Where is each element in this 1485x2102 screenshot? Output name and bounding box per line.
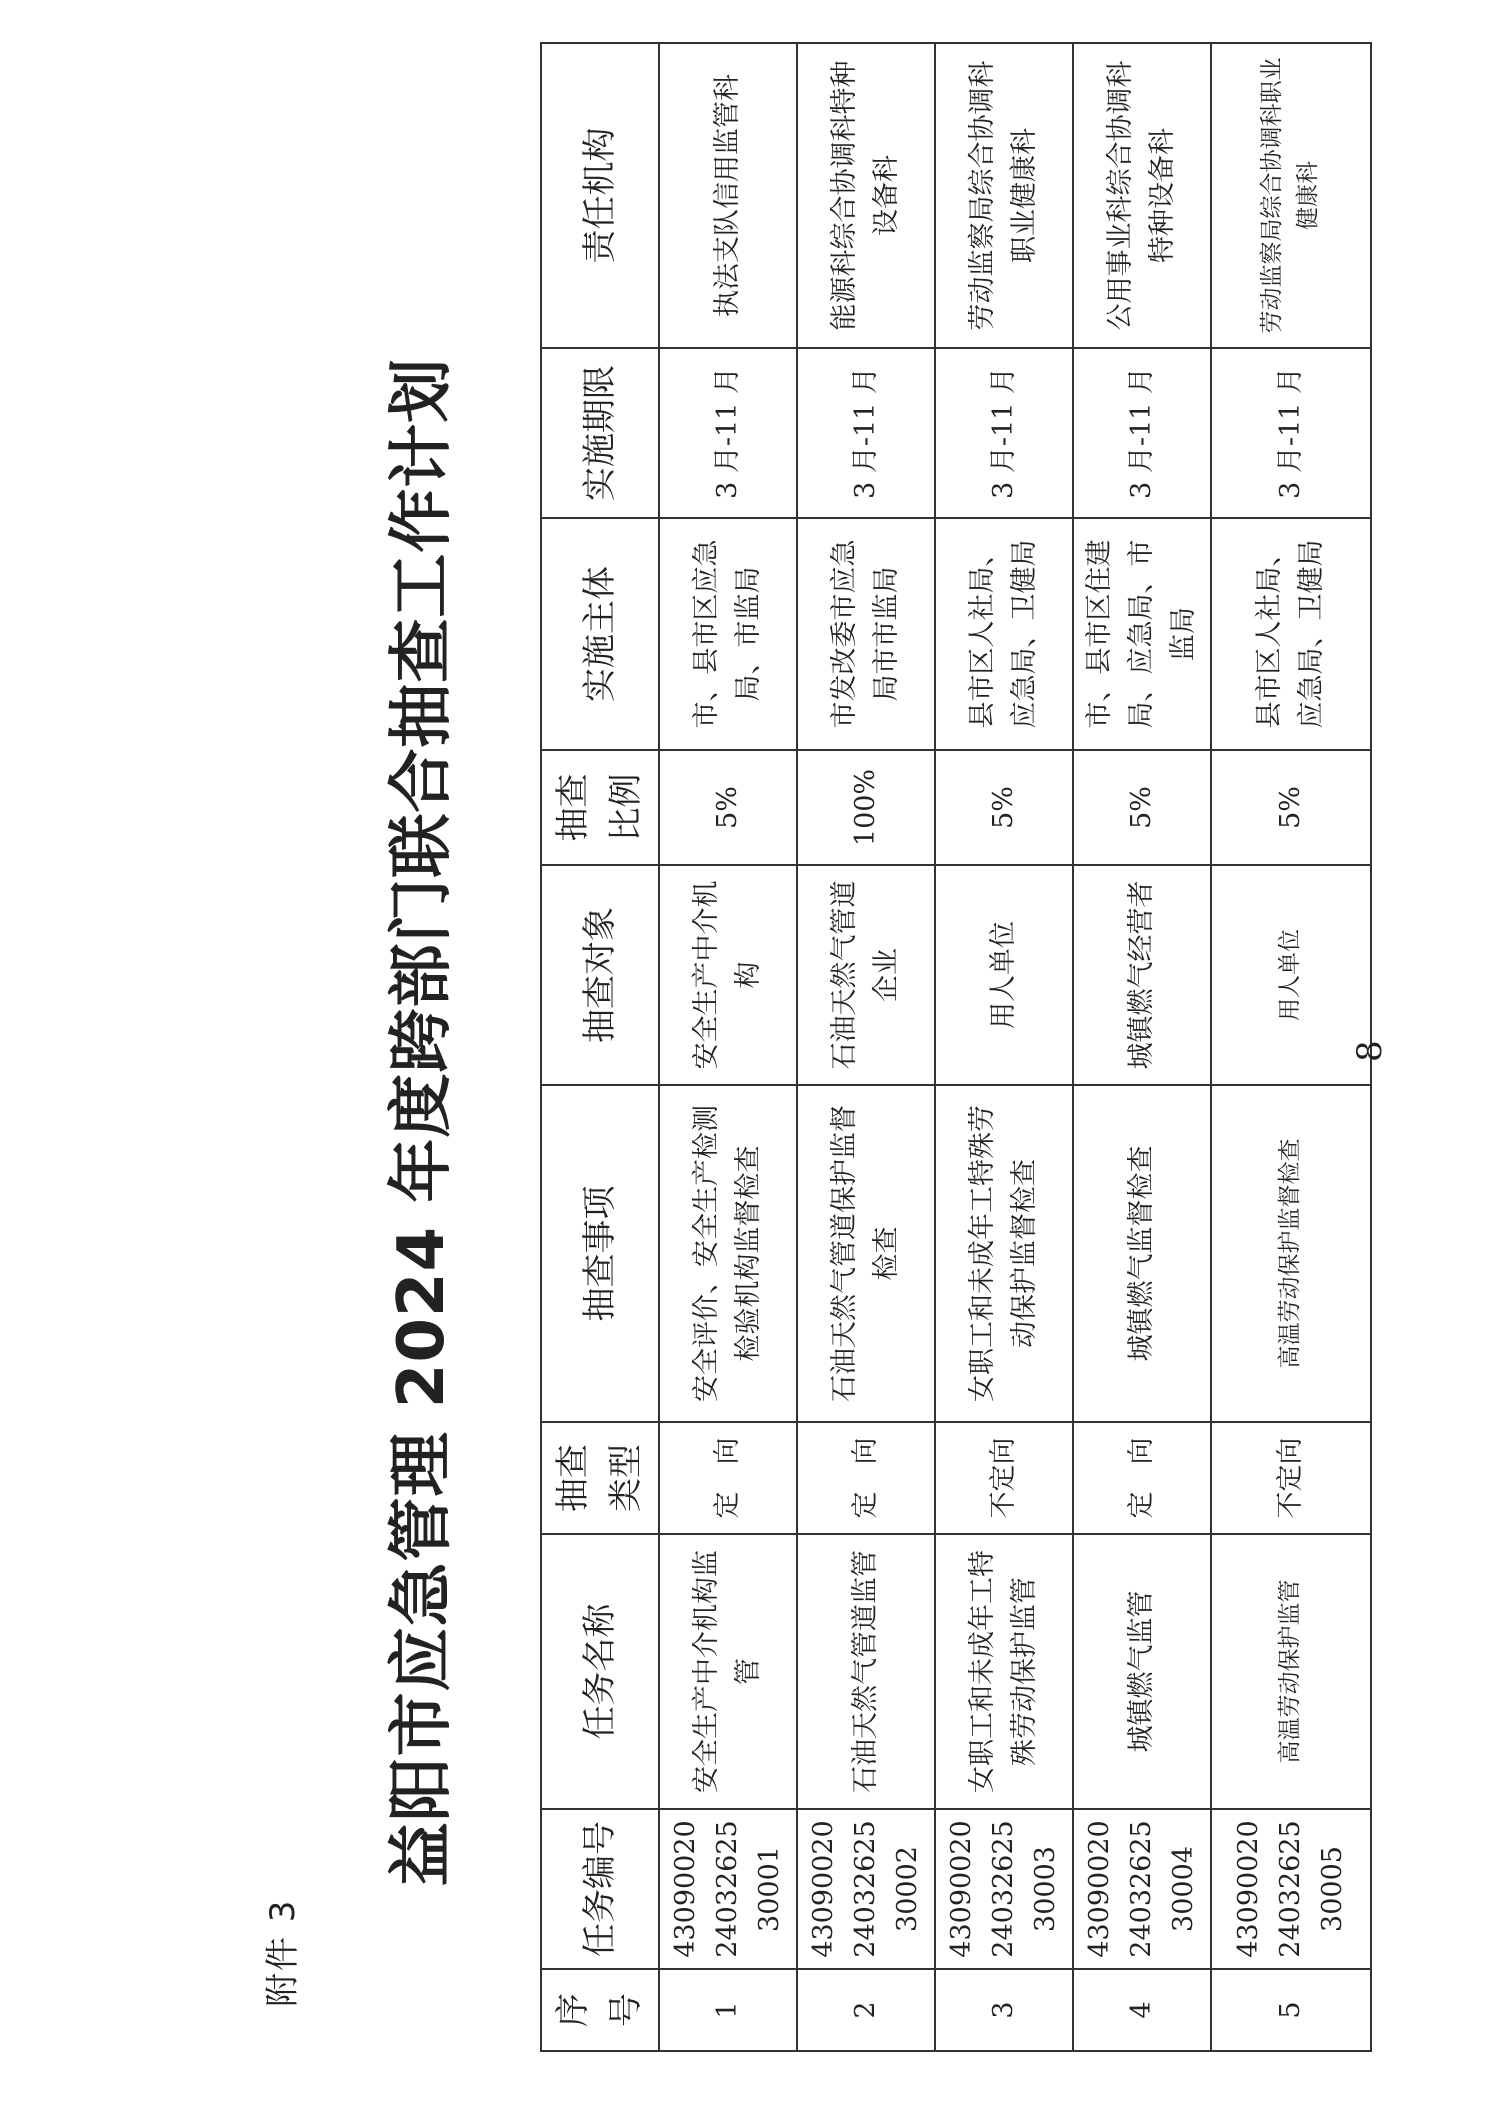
cell-name: 高温劳动保护监管 [1211, 1534, 1371, 1809]
cell-subject: 县市区人社局、应急局、卫健局 [1211, 518, 1371, 750]
cell-name: 石油天然气管道监管 [797, 1534, 935, 1809]
cell-subject: 县市区人社局、应急局、卫健局 [935, 518, 1073, 750]
table-row [659, 43, 797, 2051]
header-name: 任务名称 [541, 1534, 659, 1809]
cell-object: 石油天然气管道企业 [797, 865, 935, 1085]
cell-subject: 市发改委市应急局市市监局 [797, 518, 935, 750]
cell-ratio: 5% [659, 750, 797, 865]
cell-name: 女职工和未成年工特殊劳动保护监管 [935, 1534, 1073, 1809]
cell-org: 公用事业科综合协调科特种设备科 [1073, 43, 1211, 348]
cell-object: 用人单位 [1211, 865, 1371, 1085]
header-item: 抽查事项 [541, 1085, 659, 1422]
cell-ratio: 100% [797, 750, 935, 865]
cell-type: 不定向 [935, 1422, 1073, 1534]
cell-period: 3 月-11 月 [1211, 348, 1371, 518]
cell-no: 3 [935, 1969, 1073, 2051]
cell-subject: 市、县市区住建局、应急局、市监局 [1073, 518, 1211, 750]
cell-period: 3 月-11 月 [1073, 348, 1211, 518]
table-row [1211, 43, 1371, 2051]
cell-no: 1 [659, 1969, 797, 2051]
cell-code: 430900202403262530005 [1211, 1809, 1371, 1969]
table-row [935, 43, 1073, 2051]
cell-object: 用人单位 [935, 865, 1073, 1085]
cell-type: 定 向 [1073, 1422, 1211, 1534]
cell-name: 城镇燃气监管 [1073, 1534, 1211, 1809]
cell-ratio: 5% [1073, 750, 1211, 865]
cell-name: 安全生产中介机构监管 [659, 1534, 797, 1809]
cell-item: 高温劳动保护监督检查 [1211, 1085, 1371, 1422]
header-type: 抽查类型 [541, 1422, 659, 1534]
attachment-label: 附件 3 [263, 1898, 303, 2007]
cell-type: 不定向 [1211, 1422, 1371, 1534]
table-row [797, 43, 935, 2051]
plan-table [540, 42, 1372, 2052]
cell-item: 安全评价、安全生产检测检验机构监督检查 [659, 1085, 797, 1422]
cell-object: 安全生产中介机构 [659, 865, 797, 1085]
header-ratio: 抽查比例 [541, 750, 659, 865]
cell-period: 3 月-11 月 [935, 348, 1073, 518]
cell-ratio: 5% [935, 750, 1073, 865]
cell-no: 2 [797, 1969, 935, 2051]
table-row [1073, 43, 1211, 2051]
cell-code: 430900202403262530001 [659, 1809, 797, 1969]
header-code: 任务编号 [541, 1809, 659, 1969]
header-org: 责任机构 [541, 43, 659, 348]
cell-object: 城镇燃气经营者 [1073, 865, 1211, 1085]
cell-period: 3 月-11 月 [797, 348, 935, 518]
cell-type: 定 向 [797, 1422, 935, 1534]
cell-no: 4 [1073, 1969, 1211, 2051]
cell-code: 430900202403262530004 [1073, 1809, 1211, 1969]
cell-period: 3 月-11 月 [659, 348, 797, 518]
cell-no: 5 [1211, 1969, 1371, 2051]
cell-org: 执法支队信用监管科 [659, 43, 797, 348]
cell-type: 定 向 [659, 1422, 797, 1534]
header-period: 实施期限 [541, 348, 659, 518]
header-object: 抽查对象 [541, 865, 659, 1085]
cell-org: 能源科综合协调科特种设备科 [797, 43, 935, 348]
cell-org: 劳动监察局综合协调科职业健康科 [935, 43, 1073, 348]
cell-org: 劳动监察局综合协调科职业健康科 [1211, 43, 1371, 348]
header-subject: 实施主体 [541, 518, 659, 750]
cell-code: 430900202403262530003 [935, 1809, 1073, 1969]
table-header-row [541, 43, 659, 2051]
cell-item: 城镇燃气监督检查 [1073, 1085, 1211, 1422]
cell-ratio: 5% [1211, 750, 1371, 865]
cell-item: 石油天然气管道保护监督检查 [797, 1085, 935, 1422]
cell-subject: 市、县市区应急局、市监局 [659, 518, 797, 750]
header-no: 序号 [541, 1969, 659, 2051]
cell-code: 430900202403262530002 [797, 1809, 935, 1969]
page-number: 8 [1350, 1040, 1390, 1062]
document-title: 益阳市应急管理 2024 年度跨部门联合抽查工作计划 [385, 357, 459, 1887]
cell-item: 女职工和未成年工特殊劳动保护监督检查 [935, 1085, 1073, 1422]
